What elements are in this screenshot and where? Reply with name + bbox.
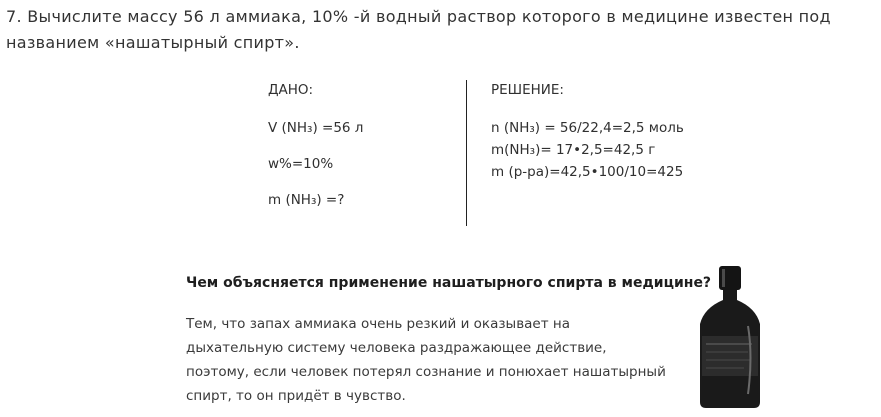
- solution-step-mass: m(NH₃)= 17•2,5=42,5 г: [491, 142, 656, 158]
- answer-text: Тем, что запах аммиака очень резкий и оказывает на дыхательную систему человека раздражающее действие, поэтому, если человек потерял сознание и понюхает нашатырный спирт, то он придёт в чувство.: [186, 316, 666, 404]
- solution-heading: РЕШЕНИЕ:: [491, 82, 564, 98]
- given-volume: V (NH₃) =56 л: [268, 120, 364, 136]
- task-statement: 7. Вычислите массу 56 л аммиака, 10% -й водный раствор которого в медицине известен под названием «нашатырный спирт».: [6, 7, 831, 52]
- given-mass-fraction: w%=10%: [268, 156, 334, 172]
- given-heading: ДАНО:: [268, 82, 314, 98]
- column-divider: [466, 80, 467, 226]
- given-find-mass: m (NH₃) =?: [268, 192, 345, 208]
- solution-step-solution-mass: m (р-ра)=42,5•100/10=425: [491, 164, 684, 180]
- question-heading: Чем объясняется применение нашатырного спирта в медицине?: [186, 275, 712, 291]
- solution-step-moles: n (NH₃) = 56/22,4=2,5 моль: [491, 120, 684, 136]
- medicine-bottle-icon: [690, 264, 770, 410]
